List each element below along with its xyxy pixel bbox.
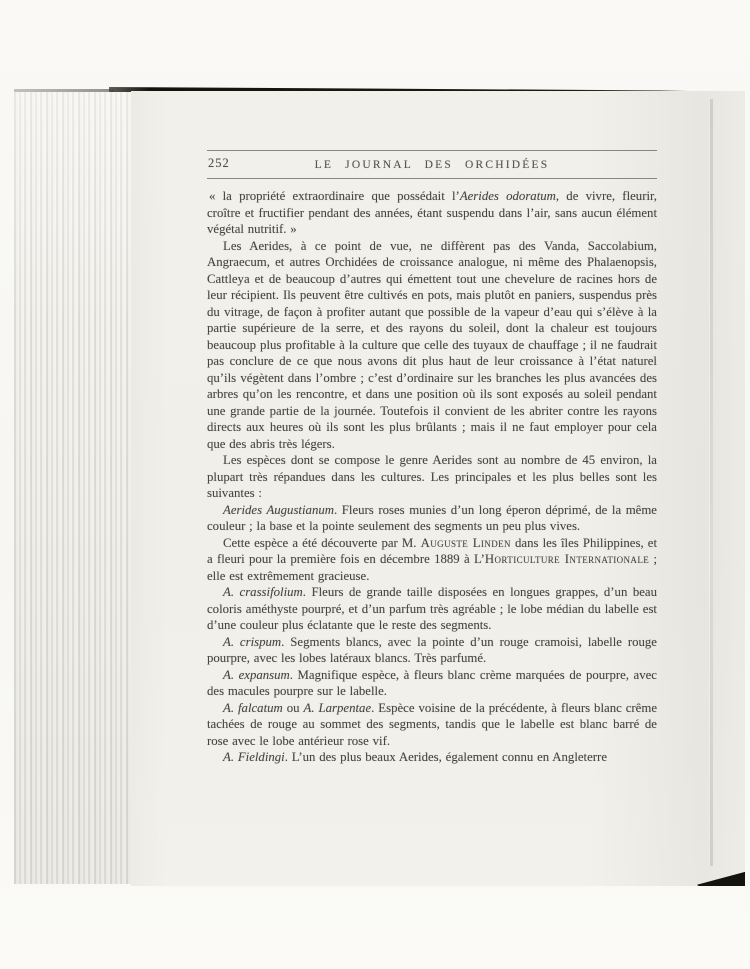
species-name-expansum: A. expansum (223, 667, 290, 682)
header-row (207, 151, 657, 178)
species-name-fieldingi: A. Fieldingi (223, 750, 285, 764)
establishment-name-horticulture-internationale: Horticulture Internationale (484, 552, 650, 566)
species-name-augustianum: Aerides Augustianum (223, 502, 334, 517)
paragraph-expansum: A. expansum. Magnifique espèce, à fleurs blanc crème marquées de pourpre, avec des macules pourpre sur le labelle. (207, 667, 657, 698)
fanned-page-edges (14, 92, 131, 884)
paragraph-discovery: Cette espèce a été découverte par M. Auguste Linden dans les îles Philippines, et a fleuri pour la première fois en décembre 1889 à L’Horticulture Internationale ; elle est extrêmement gracieuse. (207, 535, 658, 583)
header-rule-bottom (207, 178, 657, 179)
cover-corner-wedge (697, 870, 745, 886)
paragraph-crassifolium: A. crassifolium. Fleurs de grande taille disposées en longues grappes, d’un beau coloris améthyste pourpré, et d’un parfum très agréable ; le lobe médian du labelle est d’une couleur plus éclatante que le reste des segments. (207, 585, 657, 632)
species-name-crassifolium: A. crassifolium (223, 585, 303, 599)
running-header (207, 150, 657, 179)
paragraph-falcatum: A. falcatum ou A. Larpentae. Espèce voisine de la précédente, à fleurs blanc crême tachées de rouge au sommet des segments, tandis que le labelle est blanc barré de rose avec le lobe antérieur rose vif. (207, 700, 657, 748)
book (14, 87, 745, 886)
paragraph-fieldingi: A. Fieldingi. L’un des plus beaux Aerides, également connu en Angleterre (223, 750, 608, 764)
page-crease (709, 99, 713, 866)
journal-title: LE JOURNAL DES ORCHIDÉES (314, 159, 550, 171)
page-number: 252 (208, 156, 230, 170)
paragraph-augustianum: Aerides Augustianum. Fleurs roses munies d’un long éperon déprimé, de la même couleur ; la base et la pointe seulement des segments un peu plus vives. (207, 502, 657, 533)
paragraph-general-culture: Les Aerides, à ce point de vue, ne diffèrent pas des Vanda, Saccolabium, Angraecum, et autres Orchidées de croissance analogue, ni même des Phalaenopsis, Cattleya et de beaucoup d’autres qui émettent tout une chevelure de racines hors de leur récipient. Ils peuvent être cultivés en pots, mais plutôt en paniers, suspendus près du vitrage, de façon à profiter autant que possible de la vapeur d’eau qui s’élève à la partie supérieure de la serre, et des rayons du soleil, dont la chaleur est toujours beaucoup plus profitable à la culture que celle des tuyaux de chauffage ; il ne faudrait pas conclure de ce que nous avons dit plus haut de leur croissance à l’état naturel qu’ils végètent dans l’ombre ; c’est d’ordinaire sur les branches les plus avancées des arbres qu’on les rencontre, et dans une position où ils sont exposés au soleil pendant une grande partie de la journée. Toutefois il convient de les abriter contre les rayons directs aux heures où ils sont les plus brûlants ; mais il ne faut employer pour cela que des abris très légers. (207, 238, 657, 451)
body-text (207, 188, 657, 766)
paragraph-quote (207, 188, 657, 238)
species-name-larpentae: A. Larpentae (303, 700, 372, 715)
species-name-crispum: A. crispum (223, 634, 282, 649)
species-name-falcatum: A. falcatum (223, 700, 283, 715)
paragraph-species-intro: Les espèces dont se compose le genre Aerides sont au nombre de 45 environ, la plupart très répandues dans les cultures. Les principales et les plus belles sont les suivantes : (207, 453, 657, 500)
paragraph-crispum: A. crispum. Segments blancs, avec la pointe d’un rouge cramoisi, labelle rouge pourpre, avec les lobes latéraux blancs. Très parfumé. (207, 634, 657, 665)
quote-text-start: « la propriété extraordinaire que possédait l’ (209, 189, 460, 203)
book-page (131, 91, 745, 886)
quote-text-end: , de vivre, fleurir, croître et fructifier pendant des années, étant suspendu dans l’air, sans aucun élément végétal nutritif. » (207, 189, 657, 236)
page-content (207, 150, 657, 766)
person-name-auguste-linden: Auguste Linden (420, 535, 511, 550)
species-name-odoratum: Aerides odoratum (459, 189, 556, 203)
